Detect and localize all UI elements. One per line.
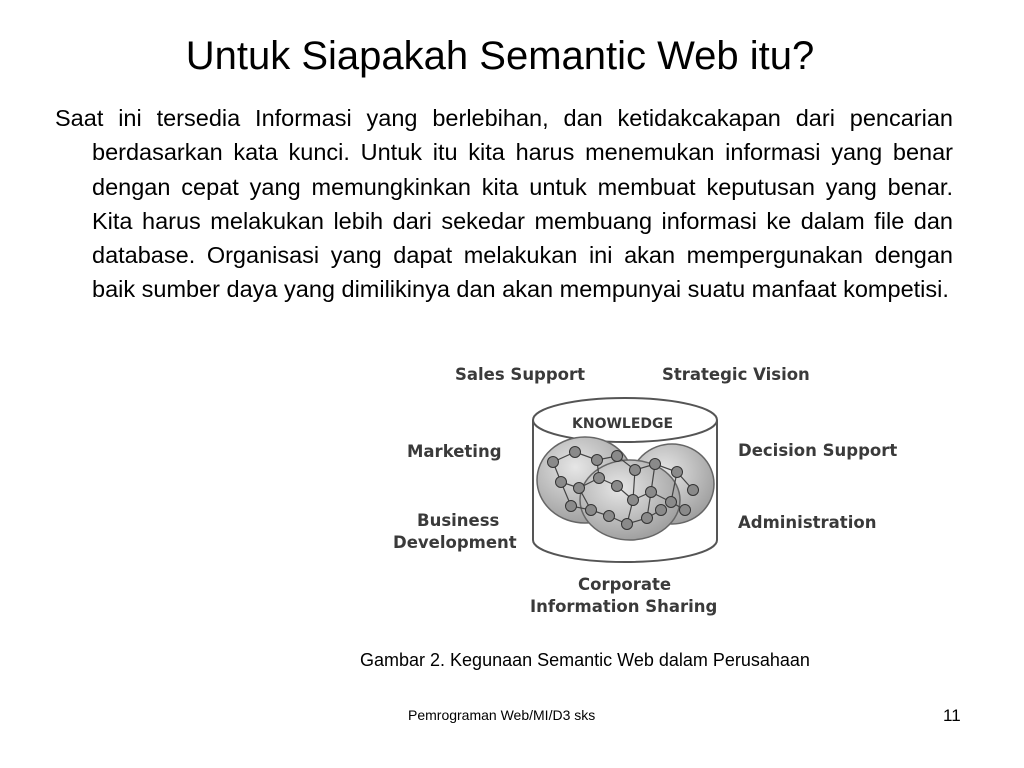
- knowledge-label: KNOWLEDGE: [572, 416, 674, 432]
- slide-title: Untuk Siapakah Semantic Web itu?: [185, 34, 815, 78]
- knowledge-diagram: [385, 360, 920, 620]
- label-information-sharing: Information Sharing: [530, 597, 718, 616]
- label-development: Development: [393, 533, 517, 552]
- body-paragraph: Saat ini tersedia Informasi yang berlebihan, dan ketidakcakapan dari pencarian berdasarkan kata kunci. Untuk itu kita harus menemukan informasi yang benar dengan cepat yang memungkinkan kita untuk membuat keputusan yang benar. Kita harus melakukan lebih dari sekedar membuang informasi ke dalam file dan database. Organisasi yang dapat melakukan ini akan mempergunakan dengan baik sumber daya yang dimilikinya dan akan mempunyai suatu manfaat kompetisi.: [55, 105, 953, 303]
- label-decision-support: Decision Support: [738, 441, 898, 460]
- label-corporate: Corporate: [578, 575, 672, 594]
- label-marketing: Marketing: [407, 442, 502, 461]
- label-strategic-vision: Strategic Vision: [662, 365, 810, 384]
- label-administration: Administration: [738, 513, 877, 532]
- label-sales-support: Sales Support: [455, 365, 586, 384]
- slide-footer: Pemrograman Web/MI/D3 sks: [408, 707, 596, 723]
- label-business: Business: [417, 511, 500, 530]
- figure-caption: Gambar 2. Kegunaan Semantic Web dalam Perusahaan: [360, 650, 810, 670]
- page-number: 11: [943, 706, 961, 725]
